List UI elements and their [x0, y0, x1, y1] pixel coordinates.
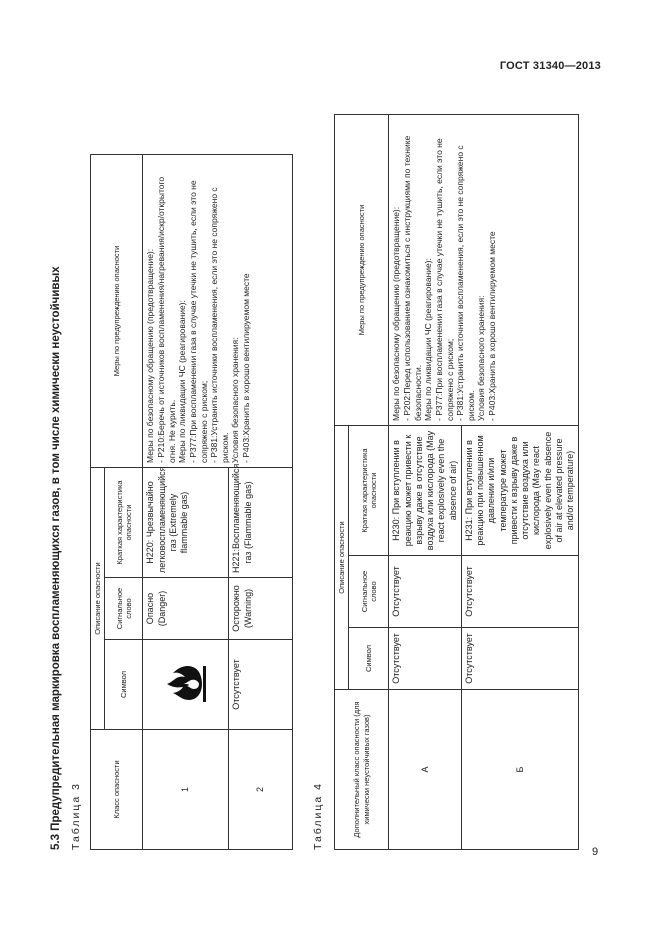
measure-line: Меры по безопасному обращению (предотвращение):: [391, 206, 402, 421]
rotated-page-content: [50, 90, 576, 850]
characteristic-cell: H221:Воспламеняющийся газ (Flammable gas): [229, 467, 293, 577]
measure-line: Условия безопасного хранения:: [476, 295, 487, 421]
table-4-header-hazard-description: Описание опасности: [335, 425, 349, 689]
table-row: [389, 114, 462, 849]
additional-class-cell: Б: [461, 690, 579, 850]
table-3-header-measures: Меры по предупреждению опасности: [91, 154, 143, 467]
table-4-header-measures: Меры по предупреждению опасности: [335, 114, 389, 425]
table-3-header-signal-word: Сигнальное слово: [105, 578, 143, 640]
table-4-header-additional-class: Дополнительный класс опасности (для химически неустойчивых газов): [335, 690, 389, 850]
table-3-caption: Таблица 3: [70, 782, 82, 850]
table-4: [334, 114, 579, 850]
page-number: 9: [592, 846, 599, 858]
measure-line: Условия безопасного хранения:: [230, 337, 241, 463]
hazard-class-cell: 2: [229, 730, 293, 850]
table-4-header-characteristic: Краткая характеристика опасности: [349, 425, 389, 555]
measure-line: - P202:Перед использованием ознакомиться с инструкциями по технике безопасности.: [402, 135, 423, 421]
measure-line: - P377:При воспламенении газа в случае утечки не тушить, если это не сопряжено с риском;: [187, 180, 209, 463]
table-3-header-hazard-description: Описание опасности: [91, 467, 105, 729]
table-3: [90, 154, 293, 850]
signal-word-cell: Опасно (Danger): [143, 578, 229, 640]
symbol-cell: [143, 640, 229, 730]
measure-line: - P381:Устранить источники воспламенения, если это не сопряжено с риском.: [455, 145, 476, 421]
measures-cell: [143, 154, 293, 467]
table-3-header-symbol: Символ: [105, 640, 143, 730]
table-row: [143, 154, 229, 849]
measure-line: - P403:Хранить в хорошо вентилируемом месте: [241, 273, 251, 463]
table-4-header-signal-word: Сигнальное слово: [349, 556, 389, 628]
document-header: ГОСТ 31340—2013: [499, 60, 601, 72]
table-3-header-hazard-class: Класс опасности: [91, 730, 143, 850]
signal-word-cell: Отсутствует: [389, 556, 462, 628]
measure-line: Меры по ликвидации ЧС (реагирование):: [423, 258, 434, 421]
measure-line: - P403:Хранить в хорошо вентилируемом месте: [487, 231, 497, 421]
measure-line: - P381:Устранить источники воспламенения, если это не сопряжено с риском.: [209, 187, 230, 463]
measure-line: - P377:При воспламенении газа в случае утечки не тушить, если это не сопряжено с риском;: [433, 138, 455, 421]
symbol-cell: Отсутствует: [461, 628, 579, 690]
characteristic-cell: H220: Чрезвычайно легковоспламеняющийся газ (Extremely flammable gas): [143, 467, 229, 577]
flame-icon: [164, 661, 208, 709]
measures-cell: [389, 114, 579, 425]
symbol-cell: Отсутствует: [389, 628, 462, 690]
measure-line: Меры по безопасному обращению (предотвращение):: [145, 248, 156, 463]
additional-class-cell: А: [389, 690, 462, 850]
signal-word-cell: Отсутствует: [461, 556, 579, 628]
table-4-caption: Таблица 4: [312, 782, 324, 850]
table-3-header-characteristic: Краткая характеристика опасности: [105, 467, 143, 577]
hazard-class-cell: 1: [143, 730, 229, 850]
characteristic-cell: H231: При вступлении в реакцию при повышенном давлении и/или температуре может привести к взрыву даже в отсутствие воздуха или кислорода (May react explosively even the absence of air at elevated pressure and/or temperature): [461, 425, 579, 555]
measure-line: Меры по ликвидации ЧС (реагирование):: [177, 300, 188, 463]
symbol-cell: Отсутствует: [229, 640, 293, 730]
measure-line: - P210:Беречь от источников воспламенения/нагревания/искр/открытого огня. Не курить.: [156, 176, 177, 463]
characteristic-cell: H230: При вступлении в реакцию может привести к взрыву даже в отсутствие воздуха или кислорода (May react explosively even the absence of air): [389, 425, 462, 555]
section-title: 5.3 Предупредительная маркировка воспламеняющихся газов, в том числе химически неустойчивых: [50, 266, 62, 850]
table-4-header-symbol: Символ: [349, 628, 389, 690]
signal-word-cell: Осторожно (Warning): [229, 578, 293, 640]
